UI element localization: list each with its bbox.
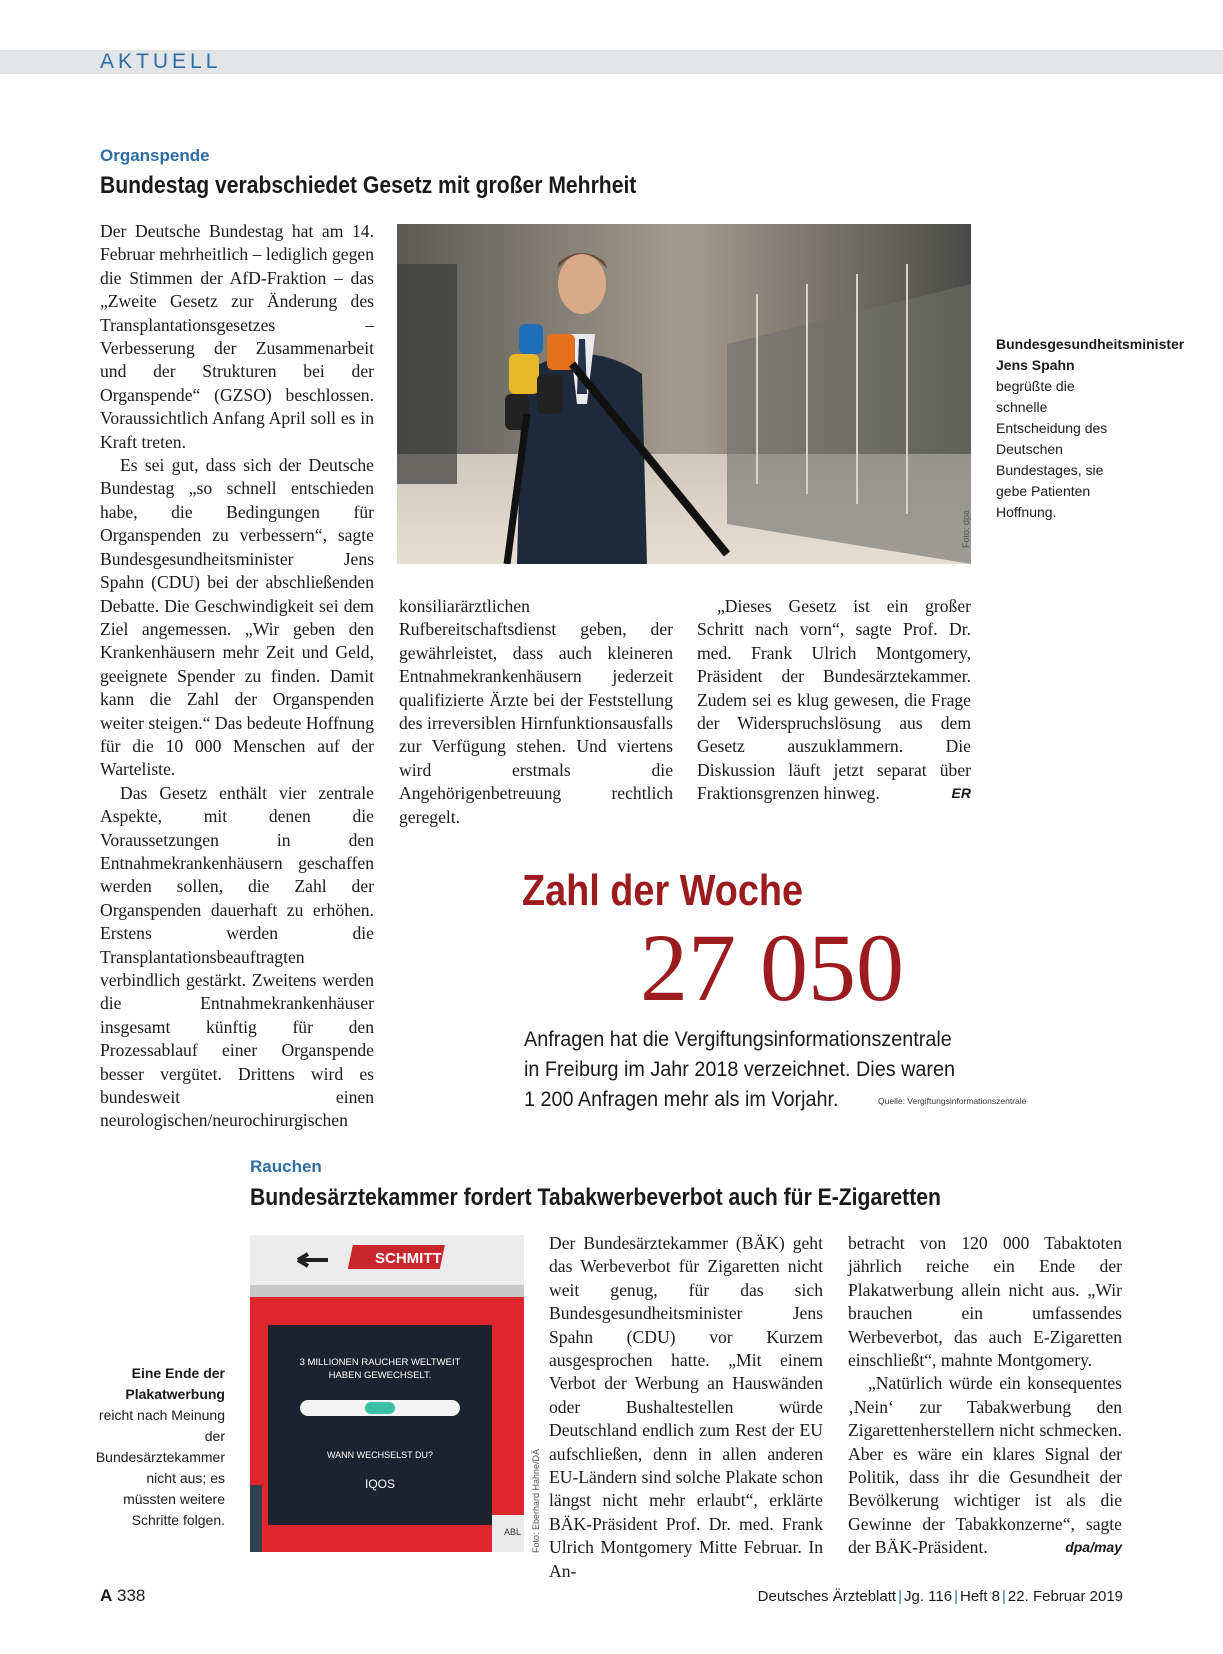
- journal-volume: Jg. 116: [903, 1588, 953, 1605]
- article1-paragraph: konsiliarärztlichen Rufbereitschaftsdienst geben, der gewährleistet, dass auch kleineren Entnahmekrankenhäusern jederzeit qualifizierte Ärzte bei der Feststellung des irreversiblen Hirnfunktionsausfalls zur Verfügung stehen. Und viertens wird erstmals die Angehörigenbetreuung rechtlich geregelt.: [399, 596, 673, 827]
- article1-paragraph: Das Gesetz enthält vier zentrale Aspekte, mit denen die Voraussetzungen in den Entnahmekrankenhäusern geschaffen werden sollen, die Zahl der Organspenden dauerhaft zu erhöhen. Erstens werden die Transplantationsbeauftragten verbindlich gestärkt. Zweitens werden die Entnahmekrankenhäuser insgesamt künftig für den Prozessablauf einer Organspende besser vergütet. Drittens wird es bundesweit einen neurologischen/neurochirurgischen: [100, 782, 374, 1131]
- article1-headline: Bundestag verabschiedet Gesetz mit großer Mehrheit: [100, 172, 637, 199]
- article2-signature: dpa/may: [1065, 1539, 1122, 1556]
- zdw-text-line: Anfragen hat die Vergiftungsinformationszentrale: [524, 1027, 952, 1051]
- article1-signature: ER: [951, 785, 971, 802]
- article2-rubric: Rauchen: [250, 1157, 322, 1176]
- billboard-brand: SCHMITT: [375, 1250, 442, 1267]
- article2-photo-caption: [90, 1363, 225, 1531]
- section-label: AKTUELL: [100, 50, 222, 73]
- article1-photo-credit: Foto: dpa: [961, 509, 971, 548]
- journal-issue: Heft 8: [959, 1588, 1001, 1605]
- zdw-source: Quelle: Vergiftungsinformationszentrale: [878, 1096, 1027, 1106]
- zdw-text-line: in Freiburg im Jahr 2018 verzeichnet. Dies waren: [524, 1057, 955, 1081]
- article2-column-2: [848, 1232, 1122, 1560]
- article1-rubric: Organspende: [100, 146, 210, 165]
- article2-headline: Bundesärztekammer fordert Tabakwerbeverbot auch für E-Zigaretten: [250, 1184, 941, 1211]
- article2-photo-billboard: [250, 1235, 524, 1552]
- article2-paragraph: Der Bundesärztekammer (BÄK) geht das Werbeverbot für Zigaretten nicht weit genug, für das sich Bundesgesundheitsminister Jens Spahn (CDU) vor Kurzem ausgesprochen hatte. „Mit einem Verbot der Werbung an Hauswänden oder Bushaltestellen würde Deutschland endlich zum Rest der EU aufschließen, denn in allen anderen EU-Ländern sind solche Plakate schon längst nicht mehr erlaubt“, erklärte BÄK-Präsident Prof. Dr. med. Frank Ulrich Montgomery Mitte Februar. In An-: [549, 1233, 823, 1581]
- billboard-product: IQOS: [364, 1477, 396, 1491]
- journal-footer: Deutsches Ärzteblatt | Jg. 116 | Heft 8 | 22. Februar 2019: [757, 1588, 1123, 1605]
- article1-photo-spahn: [397, 224, 971, 564]
- page-number: [100, 1586, 145, 1606]
- article2-paragraph: „Natürlich würde ein konsequentes ‚Nein‘ zur Tabakwerbung den Zigarettenherstellern nicht schmecken. Aber es wäre ein klares Signal der Politik, dass ihr die Gesundheit der Bevölkerung wichtiger ist als die Gewinne der Tabakkonzerne“, sagte der BÄK-Präsident.: [848, 1373, 1122, 1558]
- article1-column-3: [697, 595, 971, 806]
- zdw-text-line: 1 200 Anfragen mehr als im Vorjahr.: [524, 1087, 839, 1111]
- article1-paragraph: Der Deutsche Bundestag hat am 14. Februar mehrheitlich – lediglich gegen die Stimmen der AfD-Fraktion – das „Zweite Gesetz zur Änderung des Transplantationsgesetzes – Verbesserung der Zusammenarbeit und der Strukturen bei der Organspende“ (GZSO) beschlossen. Voraussichtlich Anfang April soll es in Kraft treten.: [100, 221, 374, 452]
- article2-photo-credit: Foto: Eberhard Hahne/DÄ: [531, 1448, 541, 1553]
- billboard-line2: HABEN GEWECHSELT.: [328, 1370, 432, 1381]
- billboard-line1: 3 MILLIONEN RAUCHER WELTWEIT: [299, 1357, 461, 1368]
- caption-bold: Eine Ende der Plakatwerbung: [125, 1365, 225, 1402]
- caption-text: reicht nach Meinung der Bundesärztekammer nicht aus; es müssten weitere Schritte folgen.: [95, 1407, 225, 1528]
- journal-name: Deutsches Ärzteblatt: [757, 1588, 897, 1605]
- article1-paragraph: Es sei gut, dass sich der Deutsche Bundestag „so schnell entschieden habe, die Bedingungen für Organspenden zu verbessern“, sagte Bundesgesundheitsminister Jens Spahn (CDU) bei der abschließenden Debatte. Die Geschwindigkeit sei dem Ziel angemessen. „Wir geben den Krankenhäusern mehr Zeit und Geld, geeignete Spender zu finden. Damit kann die Zahl der Organspenden weiter steigen.“ Das bedeute Hoffnung für die 10 000 Menschen auf der Warteliste.: [100, 455, 374, 780]
- article1-paragraph: „Dieses Gesetz ist ein großer Schritt nach vorn“, sagte Prof. Dr. med. Frank Ulrich Montgomery, Präsident der Bundesärztekammer. Zudem sei es klug gewesen, die Frage der Widerspruchslösung aus dem Gesetz auszuklammern. Die Diskussion läuft jetzt separat über Fraktionsgrenzen hinweg.: [697, 596, 971, 804]
- article1-column-2: [399, 595, 673, 829]
- page-number-value: 338: [117, 1586, 146, 1605]
- billboard-corner-text: ABL: [504, 1527, 522, 1537]
- zdw-title: Zahl der Woche: [522, 866, 804, 915]
- journal-date: 22. Februar 2019: [1007, 1588, 1123, 1605]
- caption-text: begrüßte die schnelle Entscheidung des Deutschen Bundestages, sie gebe Patienten Hoffnung.: [996, 378, 1108, 520]
- article2-paragraph: betracht von 120 000 Tabaktoten jährlich reiche ein Ende der Plakatwerbung allein nicht aus. „Wir brauchen ein umfassendes Werbeverbot, das auch E-Zigaretten einschließt“, mahnte Montgomery.: [848, 1233, 1122, 1371]
- caption-bold: Bundesgesundheitsminister Jens Spahn: [996, 336, 1185, 373]
- billboard-question: WANN WECHSELST DU?: [326, 1450, 434, 1460]
- article1-photo-caption: [996, 334, 1185, 523]
- page-prefix: A: [100, 1586, 113, 1605]
- article2-column-1: [549, 1232, 823, 1583]
- article1-column-1: [100, 220, 374, 1133]
- zdw-number: 27 050: [640, 914, 904, 1021]
